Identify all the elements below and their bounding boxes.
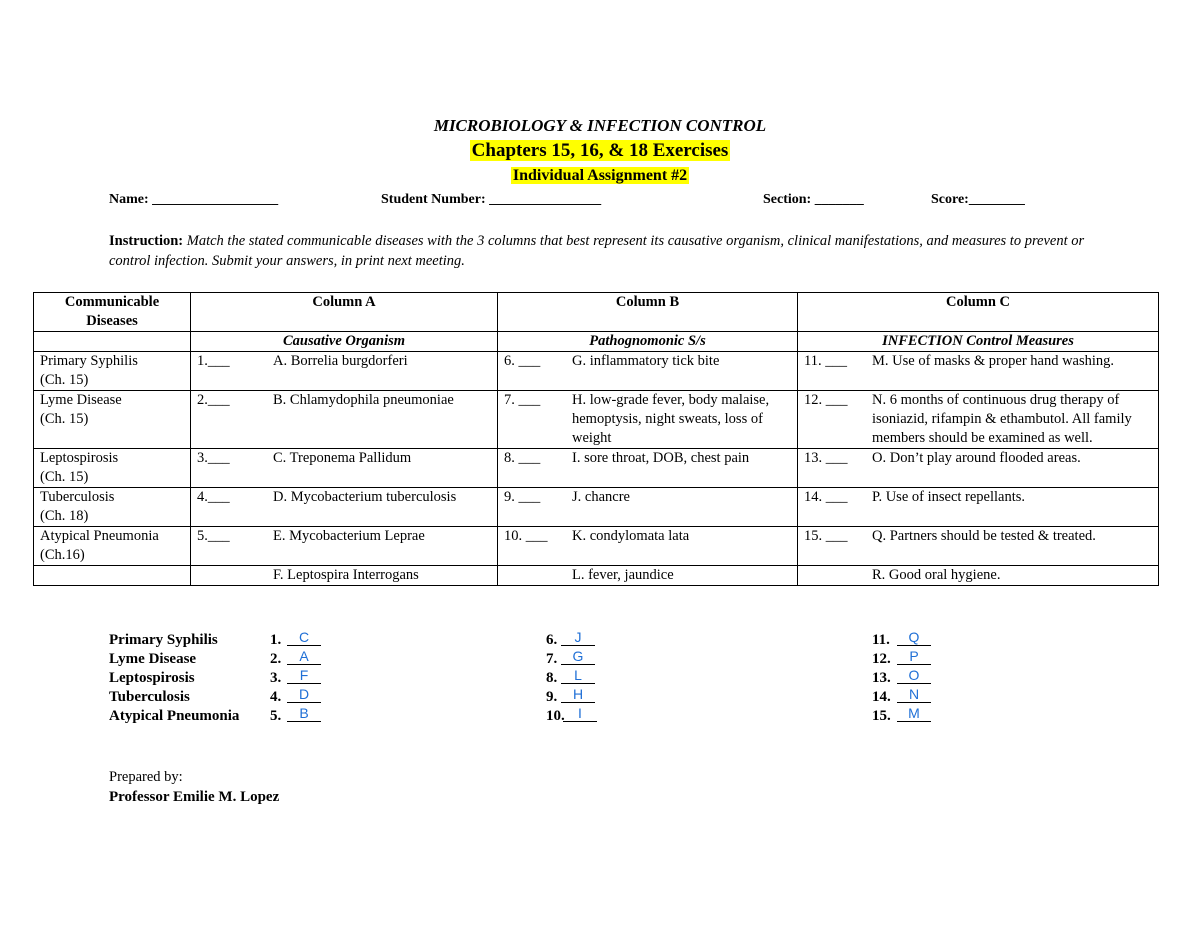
answer-value: N (897, 687, 931, 703)
answer-value: C (287, 630, 321, 646)
header-diseases: Communicable Diseases (34, 293, 191, 332)
answer-value: L (561, 668, 595, 684)
answer-number: 14. (872, 689, 891, 705)
column-b-cell (498, 566, 798, 586)
organism-option: D. Mycobacterium tuberculosis (273, 489, 457, 505)
blank-number: 15. ___ (804, 528, 848, 544)
disease-chapter: (Ch. 15) (40, 372, 89, 388)
sign-option: J. chancre (572, 489, 630, 505)
column-c-cell (798, 352, 1159, 391)
column-b-cell (498, 391, 798, 449)
assignment-label (0, 167, 1200, 185)
answer-number: 4. (270, 689, 282, 705)
answer-number: 7. (546, 651, 558, 667)
assignment-text: Individual Assignment #2 (512, 167, 688, 184)
sign-option: I. sore throat, DOB, chest pain (572, 450, 750, 466)
instruction-label: Instruction: (109, 233, 184, 249)
table-row (34, 527, 1159, 566)
header-column-c: Column C (798, 293, 1159, 332)
column-c-cell (798, 391, 1159, 449)
organism-option: F. Leptospira Interrogans (273, 567, 419, 583)
answer-value: J (561, 630, 595, 646)
disease-name: Tuberculosis (40, 489, 115, 505)
answer-disease-label: Lyme Disease (109, 651, 197, 667)
organism-option: B. Chlamydophila pneumoniae (273, 392, 454, 408)
control-option: M. Use of masks & proper hand washing. (872, 353, 1115, 369)
table-row-extra (34, 566, 1159, 586)
sign-option: H. low-grade fever, body malaise, hemoptysis, night sweats, loss of weight (572, 392, 770, 446)
answer-value: Q (897, 630, 931, 646)
answer-number: 15. (872, 708, 891, 724)
instruction (109, 231, 1109, 271)
answer-number: 8. (546, 670, 558, 686)
table-header-row (34, 293, 1159, 332)
column-c-cell (798, 449, 1159, 488)
blank-number: 3.___ (197, 450, 230, 466)
blank-number: 7. ___ (504, 392, 541, 408)
answer-number: 5. (270, 708, 282, 724)
disease-chapter: (Ch. 15) (40, 411, 89, 427)
student-number-field: Student Number: ________________ (381, 192, 602, 207)
blank-number: 13. ___ (804, 450, 848, 466)
control-option: N. 6 months of continuous drug therapy of isoniazid, rifampin & ethambutol. All family members should be examined as well. (872, 392, 1132, 446)
blank-number: 6. ___ (504, 353, 541, 369)
column-b-cell (498, 488, 798, 527)
column-a-cell (191, 488, 498, 527)
control-option: P. Use of insect repellants. (872, 489, 1026, 505)
organism-option: A. Borrelia burgdorferi (273, 353, 408, 369)
blank-number: 11. ___ (804, 353, 847, 369)
subheader-causative-organism: Causative Organism (191, 332, 498, 352)
answer-number: 1. (270, 632, 282, 648)
answer-number: 11. (872, 632, 890, 648)
control-option: O. Don’t play around flooded areas. (872, 450, 1081, 466)
subtitle-text: Chapters 15, 16, & 18 Exercises (471, 140, 729, 161)
document-subtitle (0, 140, 1200, 162)
blank-number: 14. ___ (804, 489, 848, 505)
table-row (34, 449, 1159, 488)
answer-value: B (287, 706, 321, 722)
sign-option: K. condylomata lata (572, 528, 690, 544)
control-option: Q. Partners should be tested & treated. (872, 528, 1096, 544)
column-a-cell (191, 449, 498, 488)
instruction-text: Match the stated communicable diseases with the 3 columns that best represent its causative organism, clinical manifestations, and measures to prevent or control infection. Submit your answers, in print next meeting. (109, 233, 1085, 269)
answer-number: 3. (270, 670, 282, 686)
table-row (34, 391, 1159, 449)
answer-value: P (897, 649, 931, 665)
column-b-cell (498, 527, 798, 566)
answer-value: D (287, 687, 321, 703)
column-c-cell (798, 566, 1159, 586)
answer-number: 6. (546, 632, 558, 648)
subheader-pathognomonic: Pathognomonic S/s (498, 332, 798, 352)
disease-chapter: (Ch.16) (40, 547, 85, 563)
disease-name: Atypical Pneumonia (40, 528, 159, 544)
blank-number: 5.___ (197, 528, 230, 544)
blank-number: 1.___ (197, 353, 230, 369)
answer-number: 2. (270, 651, 282, 667)
disease-cell-empty (34, 566, 191, 586)
answer-value: H (561, 687, 595, 703)
disease-name: Leptospirosis (40, 450, 119, 466)
table-row (34, 352, 1159, 391)
answer-disease-label: Tuberculosis (109, 689, 190, 705)
header-column-a: Column A (191, 293, 498, 332)
column-a-cell (191, 566, 498, 586)
professor-name: Professor Emilie M. Lopez (109, 789, 280, 805)
answer-disease-label: Leptospirosis (109, 670, 195, 686)
disease-name: Lyme Disease (40, 392, 122, 408)
column-a-cell (191, 527, 498, 566)
control-option: R. Good oral hygiene. (872, 567, 1001, 583)
blank-spacer (504, 566, 572, 585)
header-column-b: Column B (498, 293, 798, 332)
blank-number: 8. ___ (504, 450, 541, 466)
answer-number: 9. (546, 689, 558, 705)
section-field: Section: _______ (763, 192, 864, 207)
organism-option: E. Mycobacterium Leprae (273, 528, 425, 544)
name-field: Name: __________________ (109, 192, 279, 207)
answer-value: G (561, 649, 595, 665)
blank-number: 9. ___ (504, 489, 541, 505)
answer-value: O (897, 668, 931, 684)
disease-cell (34, 527, 191, 566)
answer-number: 13. (872, 670, 891, 686)
prepared-by-label: Prepared by: (109, 769, 183, 785)
table-subheader-row (34, 332, 1159, 352)
blank-number: 2.___ (197, 392, 230, 408)
answer-disease-label: Primary Syphilis (109, 632, 218, 648)
answer-number: 10. (546, 708, 565, 724)
answer-value: M (897, 706, 931, 722)
column-c-cell (798, 488, 1159, 527)
answer-disease-label: Atypical Pneumonia (109, 708, 240, 724)
disease-chapter: (Ch. 15) (40, 469, 89, 485)
sign-option: L. fever, jaundice (572, 567, 674, 583)
document-title: MICROBIOLOGY & INFECTION CONTROL (433, 116, 767, 135)
blank-number: 10. ___ (504, 528, 548, 544)
column-a-cell (191, 391, 498, 449)
blank-number: 4.___ (197, 489, 230, 505)
subheader-infection-control: INFECTION Control Measures (798, 332, 1159, 352)
disease-cell (34, 352, 191, 391)
answer-value: F (287, 668, 321, 684)
matching-table (33, 292, 1159, 586)
sign-option: G. inflammatory tick bite (572, 353, 720, 369)
score-field: Score:________ (931, 192, 1025, 207)
subheader-empty (34, 332, 191, 352)
disease-chapter: (Ch. 18) (40, 508, 89, 524)
blank-spacer (804, 566, 872, 585)
organism-option: C. Treponema Pallidum (273, 450, 412, 466)
column-a-cell (191, 352, 498, 391)
answer-value: A (287, 649, 321, 665)
disease-cell (34, 449, 191, 488)
column-b-cell (498, 352, 798, 391)
table-row (34, 488, 1159, 527)
disease-cell (34, 391, 191, 449)
answer-value: I (563, 706, 597, 722)
disease-name: Primary Syphilis (40, 353, 138, 369)
column-c-cell (798, 527, 1159, 566)
answer-number: 12. (872, 651, 891, 667)
column-b-cell (498, 449, 798, 488)
disease-cell (34, 488, 191, 527)
blank-number: 12. ___ (804, 392, 848, 408)
blank-spacer (197, 566, 273, 585)
